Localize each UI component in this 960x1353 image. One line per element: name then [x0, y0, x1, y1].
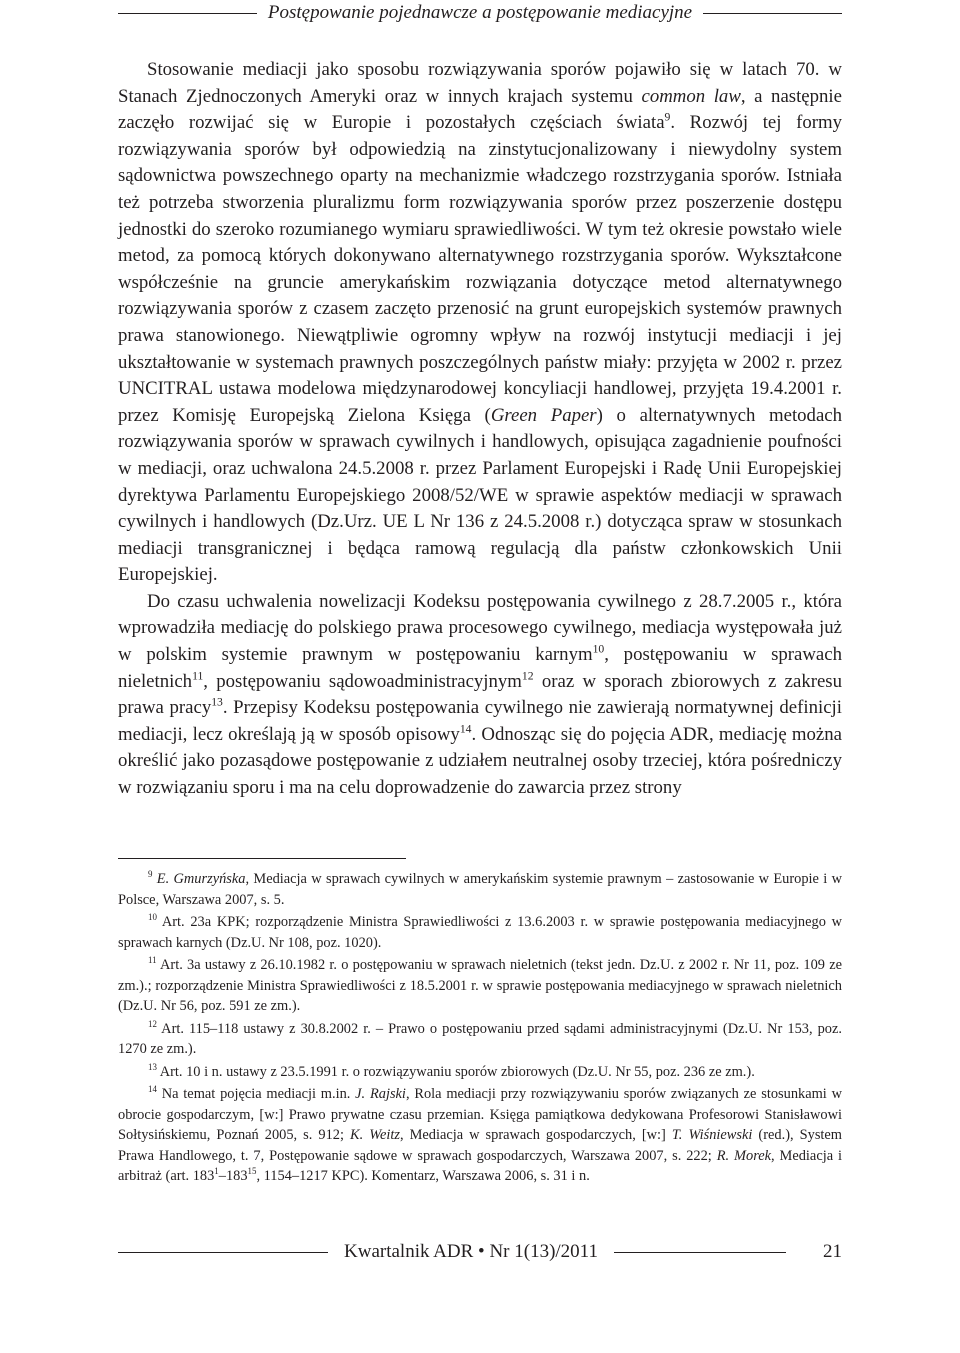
footnote-text-a: Na temat pojęcia mediacji m.in. — [161, 1086, 356, 1102]
p1-term-common-law: common law — [641, 85, 741, 107]
footnote-ref-14[interactable]: 14 — [459, 722, 472, 736]
footnote-ref-12[interactable]: 12 — [521, 669, 534, 683]
p1-text-d: . Rozwój tej formy rozwiązywania sporów był odpowiedzią na zinstytucjonalizowany i niewydolny system sądownictwa powszechnego oparty na mechanizmie władczego rozstrzygania sporów. Istniała też potrzeba stworzenia pluralizmu form rozwiązywania sporów przez poszerzenie dostępu jednostki do szeroko rozumianego wymiaru sprawiedliwości. W tym też okresie powstało wiele metod, za pomocą których dokonywano alternatywnego rozstrzygania sporów. Wykształcone współcześnie na gruncie amerykańskim rozwiązania dotyczące metod alternatywnego rozwiązywania sporów z czasem zaczęto przenosić na grunt europejskich systemów prawnych prawa stanowionego. Niewątpliwie ogromny wpływ na rozwój instytucji mediacji i jej ukształtowanie w systemach prawnych poszczególnych państw miały: przyjęta w 2002 r. przez UNCITRAL ustawa modelowa międzynarodowej koncyliacji handlowej, przyjęta 19.4.2001 r. przez Komisję Europejską Zielona Księga ( — [118, 112, 842, 426]
footnote-text-g: , 1154–1217 KPC). Komentarz, Warszawa 2006, s. 31 i n. — [256, 1168, 590, 1184]
p1-text-f: ) o alternatywnych metodach rozwiązywania sporów w sprawach cywilnych i handlowych, opisująca zagadnienie poufności w mediacji, oraz uchwalona 24.5.2008 r. przez Parlament Europejski i Radę Unii Europejskiej dyrektywa Parlamentu Europejskiego 2008/52/WE w sprawie aspektów mediacji w sprawach cywilnych i handlowych (Dz.Urz. UE L Nr 136 z 24.5.2008 r.) dotycząca spraw w stosunkach mediacji transgranicznej i będąca ramową regulacją dla państw członkowskich Unii Europejskiej. — [118, 404, 843, 586]
footnote-text: Art. 115–118 ustawy z 30.8.2002 r. – Prawo o postępowaniu przed sądami administracyjnymi (Dz.U. Nr 153, poz. 1270 ze zm.). — [118, 1020, 842, 1057]
running-header — [118, 0, 842, 26]
footnote-text: Art. 10 i n. ustawy z 23.5.1991 r. o rozwiązywaniu sporów zbiorowych (Dz.U. Nr 55, poz. 236 ze zm.). — [159, 1063, 755, 1080]
footnote-13 — [118, 1062, 842, 1083]
footnote-text-b: , Rola mediacji przy rozwiązywaniu sporów związanych ze stosunkami w obrocie gospodarczym, [w:] Prawo prywatne czasu przemian. Księga pamiątkowa dedykowana Profesorowi Stanisławowi Sołtysińskiemu, Poznań 2005, s. 912; — [118, 1086, 842, 1143]
footnote-separator — [118, 858, 406, 859]
p1-term-green-paper: Green Paper — [490, 404, 597, 426]
footer-rule-left — [118, 1252, 328, 1253]
footnote-9 — [118, 869, 842, 910]
footnote-author: R. Morek — [716, 1147, 772, 1164]
p2-text-e: . Przepisy Kodeksu postępowania cywilnego nie zawierają normatywnej definicji mediacji, lecz określają ją w sposób opisowy — [118, 697, 842, 745]
footnote-text-f: –183 — [218, 1168, 248, 1184]
footnote-text: , Mediacja w sprawach cywilnych w amerykańskim systemie prawnym – zastosowanie w Europie i w Polsce, Warszawa 2007, s. 5. — [118, 871, 842, 908]
footnote-ref-9[interactable]: 9 — [664, 110, 671, 124]
footnote-text: Art. 3a ustawy z 26.10.1982 r. o postępowaniu w sprawach nieletnich (tekst jedn. Dz.U. z 2002 r. Nr 11, poz. 109 ze zm.).; rozporządzenie Ministra Sprawiedliwości z 18.5.2001 r. w sprawie postępowania mediacyjnego w sprawach nieletnich (Dz.U. Nr 56, poz. 591 ze zm.). — [118, 957, 843, 1014]
journal-issue: Kwartalnik ADR • Nr 1(13)/2011 — [344, 1241, 598, 1262]
header-rule-right — [703, 13, 842, 14]
p2-text-a: Do czasu uchwalenia nowelizacji Kodeksu postępowania cywilnego z 28.7.2005 r., która wprowadziła mediację do polskiego prawa procesowego cywilnego, mediacja występowała już w polskim systemie prawnym w postępowaniu karnym — [118, 590, 842, 666]
footnote-number: 14 — [148, 1084, 157, 1095]
footnote-ref-13[interactable]: 13 — [211, 695, 223, 709]
footnote-author: K. Weitz — [350, 1127, 400, 1143]
footnote-text-c: , Mediacja w sprawach gospodarczych, [w:] — [399, 1127, 672, 1143]
footnote-12 — [118, 1019, 842, 1060]
header-rule-left — [118, 13, 257, 14]
footnote-author: E. Gmurzyńska — [156, 871, 246, 887]
page-number: 21 — [823, 1241, 842, 1262]
p2-text-c: , postępowaniu sądowoadministracyjnym — [203, 670, 522, 692]
p2-text-b: , postępowaniu w sprawach nieletnich — [118, 644, 842, 692]
p1-text-a: Stosowanie mediacji jako sposobu rozwiązywania sporów pojawiło się w latach 70. w Stanach Zjednoczonych Ameryki oraz w innych krajach systemu — [118, 59, 842, 107]
footnote-number: 11 — [148, 955, 157, 966]
page-footer — [118, 1237, 842, 1267]
footnote-14 — [118, 1084, 842, 1187]
p1-text-c: , a następnie zaczęło rozwijać się w Europie i pozostałych częściach świata — [118, 85, 842, 134]
footnote-superscript: 15 — [247, 1166, 257, 1177]
footnote-ref-10[interactable]: 10 — [592, 642, 605, 656]
footnote-10 — [118, 912, 842, 953]
footnote-text: Art. 23a KPK; rozporządzenie Ministra Sprawiedliwości z 13.6.2003 r. w sprawie postępowania mediacyjnego w sprawach karnych (Dz.U. Nr 108, poz. 1020). — [118, 914, 843, 951]
footnote-text-d: (red.), System Prawa Handlowego, t. 7, Postępowanie sądowe w sprawach gospodarczych, Warszawa 2007, s. 222; — [118, 1127, 843, 1164]
footnote-author: T. Wiśniewski — [671, 1127, 753, 1143]
paragraph-2 — [118, 589, 842, 802]
p2-text-f: . Odnosząc się do pojęcia ADR, mediację można określić jako pozasądowe postępowanie z udziałem neutralnej osoby trzeciej, która pośredniczy w rozwiązaniu sporu i ma na celu doprowadzenie do zawarcia przez strony — [118, 723, 842, 799]
footnote-number: 13 — [148, 1061, 157, 1072]
footnote-number: 10 — [148, 912, 157, 923]
footnote-ref-11[interactable]: 11 — [192, 669, 204, 683]
running-title: Postępowanie pojednawcze a postępowanie mediacyjne — [267, 2, 693, 23]
footer-rule-right — [614, 1252, 786, 1253]
footnote-11 — [118, 955, 842, 1017]
footnote-superscript: 1 — [214, 1166, 219, 1177]
paragraph-1 — [118, 57, 842, 589]
footnote-author: J. Rajski — [355, 1086, 406, 1102]
footnotes — [118, 869, 842, 1189]
footnote-number: 9 — [148, 869, 153, 880]
footnote-text-e: , Mediacja i arbitraż (art. 183 — [118, 1147, 842, 1184]
p2-text-d: oraz w sporach zbiorowych z zakresu prawa pracy — [118, 670, 842, 719]
footnote-number: 12 — [148, 1018, 157, 1029]
main-text — [118, 57, 842, 802]
